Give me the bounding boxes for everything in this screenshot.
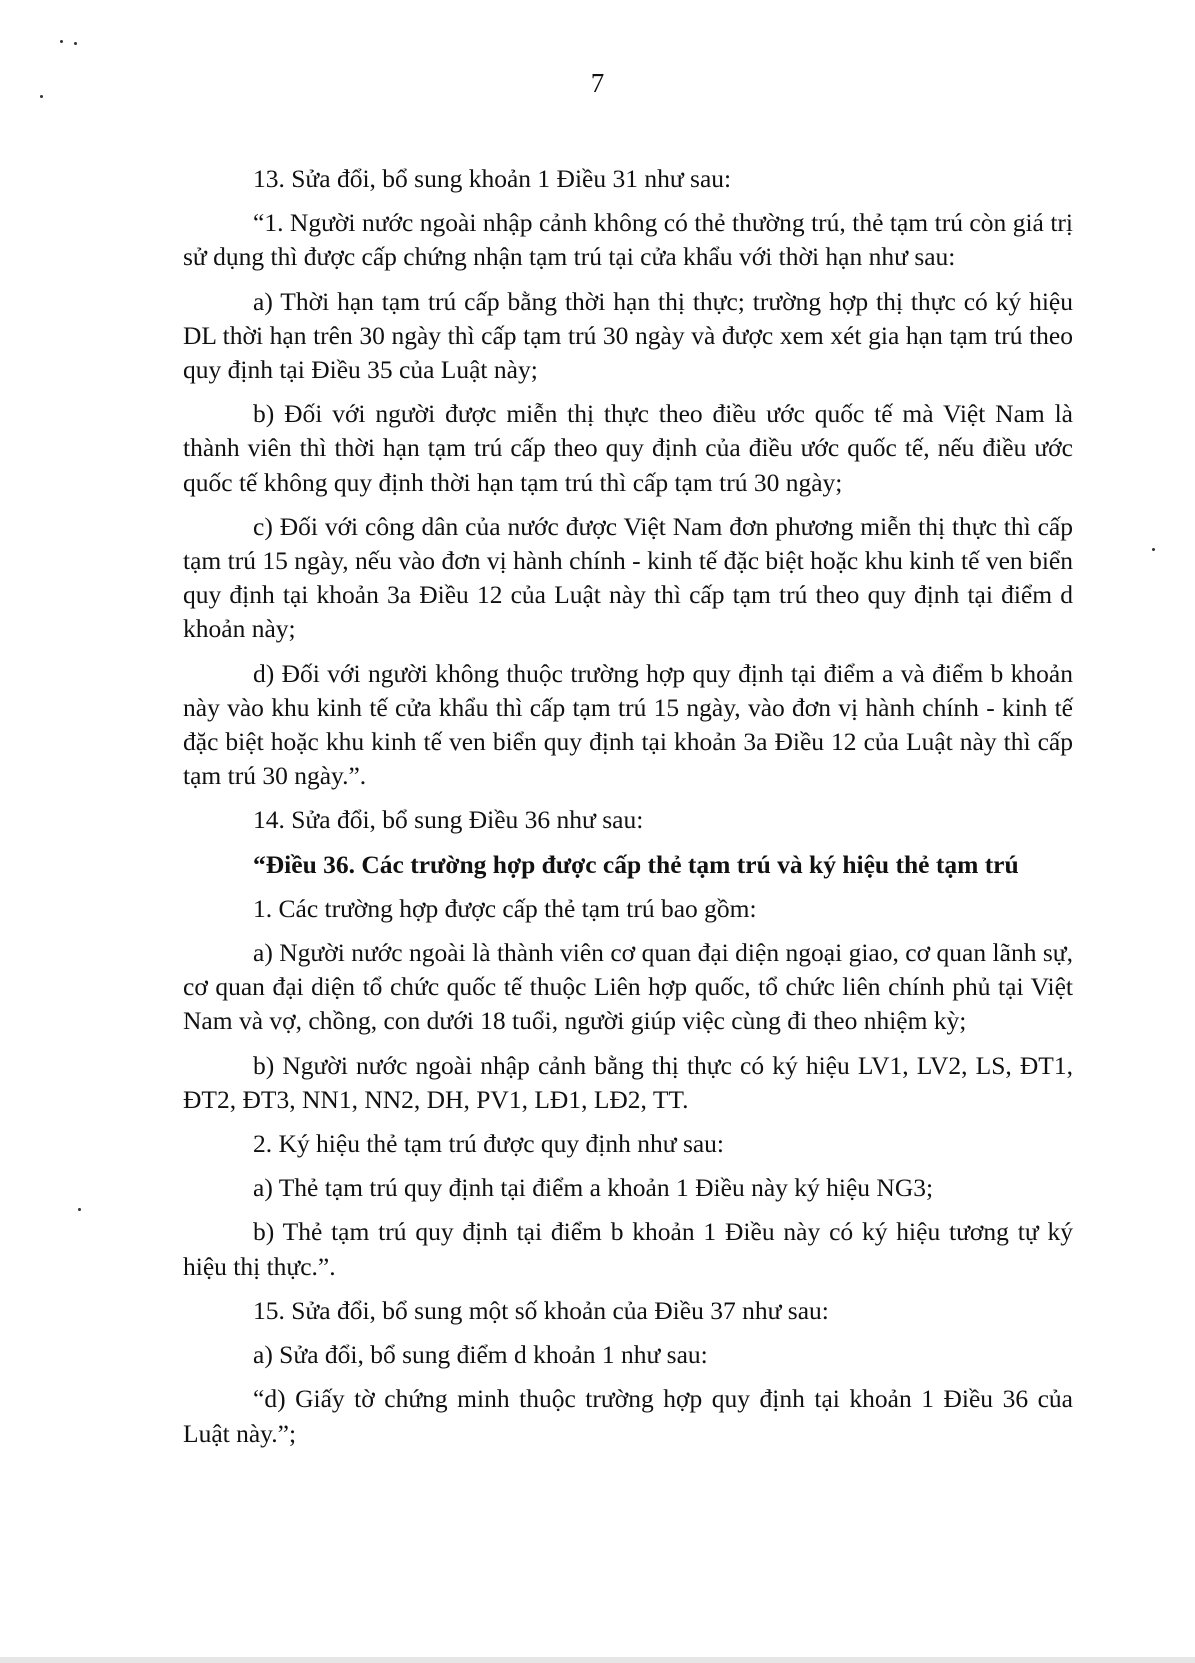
paragraph-36-clause-2: 2. Ký hiệu thẻ tạm trú được quy định như sau: <box>253 1129 725 1159</box>
scan-speck <box>78 1208 81 1211</box>
paragraph-clause-1: “1. Người nước ngoài nhập cảnh không có thẻ thường trú, thẻ tạm trú còn giá trị sử dụng thì được cấp chứng nhận tạm trú tại cửa khẩu với thời hạn như sau: <box>183 208 1073 272</box>
paragraph-15: 15. Sửa đổi, bổ sung một số khoản của Điều 37 như sau: <box>253 1295 829 1325</box>
scan-speck <box>60 40 63 43</box>
paragraph-15-d: “d) Giấy tờ chứng minh thuộc trường hợp quy định tại khoản 1 Điều 36 của Luật này.”; <box>183 1384 1073 1448</box>
paragraph-14: 14. Sửa đổi, bổ sung Điều 36 như sau: <box>253 805 644 835</box>
article-36-heading: “Điều 36. Các trường hợp được cấp thẻ tạm trú và ký hiệu thẻ tạm trú <box>253 849 1019 879</box>
scan-edge <box>0 1657 1195 1663</box>
paragraph-36-point-a: a) Người nước ngoài là thành viên cơ quan đại diện ngoại giao, cơ quan lãnh sự, cơ quan đại diện tổ chức quốc tế thuộc Liên hợp quốc, tổ chức liên chính phủ tại Việt Nam và vợ, chồng, con dưới 18 tuổi, người giúp việc cùng đi theo nhiệm kỳ; <box>183 938 1073 1036</box>
paragraph-point-c: c) Đối với công dân của nước được Việt Nam đơn phương miễn thị thực thì cấp tạm trú 15 ngày, nếu vào đơn vị hành chính - kinh tế đặc biệt hoặc khu kinh tế ven biển quy định tại khoản 3a Điều 12 của Luật này thì cấp tạm trú theo quy định tại điểm d khoản này; <box>183 511 1073 644</box>
scan-speck <box>1152 548 1155 551</box>
paragraph-point-d: d) Đối với người không thuộc trường hợp quy định tại điểm a và điểm b khoản này vào khu kinh tế cửa khẩu thì cấp tạm trú 15 ngày, vào đơn vị hành chính - kinh tế đặc biệt hoặc khu kinh tế ven biển quy định tại khoản 3a Điều 12 của Luật này thì cấp tạm trú 30 ngày.”. <box>183 658 1073 791</box>
scan-speck <box>74 42 77 45</box>
paragraph-36-clause-1: 1. Các trường hợp được cấp thẻ tạm trú bao gồm: <box>253 893 757 923</box>
paragraph-point-b: b) Đối với người được miễn thị thực theo điều ước quốc tế mà Việt Nam là thành viên thì thời hạn tạm trú cấp theo quy định của điều ước quốc tế, nếu điều ước quốc tế không quy định thời hạn tạm trú thì cấp tạm trú 30 ngày; <box>183 399 1073 497</box>
paragraph-36-point-b: b) Người nước ngoài nhập cảnh bằng thị thực có ký hiệu LV1, LV2, LS, ĐT1, ĐT2, ĐT3, NN1, NN2, DH, PV1, LĐ1, LĐ2, TT. <box>183 1050 1073 1114</box>
page-number: 7 <box>590 68 605 98</box>
paragraph-point-a: a) Thời hạn tạm trú cấp bằng thời hạn thị thực; trường hợp thị thực có ký hiệu DL thời hạn trên 30 ngày thì cấp tạm trú 30 ngày và được xem xét gia hạn tạm trú theo quy định tại Điều 35 của Luật này; <box>183 286 1073 385</box>
paragraph-36-clause-2-a: a) Thẻ tạm trú quy định tại điểm a khoản 1 Điều này ký hiệu NG3; <box>253 1173 934 1203</box>
paragraph-36-clause-2-b: b) Thẻ tạm trú quy định tại điểm b khoản 1 Điều này có ký hiệu tương tự ký hiệu thị thực.”. <box>183 1217 1073 1281</box>
paragraph-13: 13. Sửa đổi, bổ sung khoản 1 Điều 31 như sau: <box>253 164 732 193</box>
paragraph-15-a: a) Sửa đổi, bổ sung điểm d khoản 1 như sau: <box>253 1340 708 1370</box>
document-body <box>183 162 1073 1451</box>
